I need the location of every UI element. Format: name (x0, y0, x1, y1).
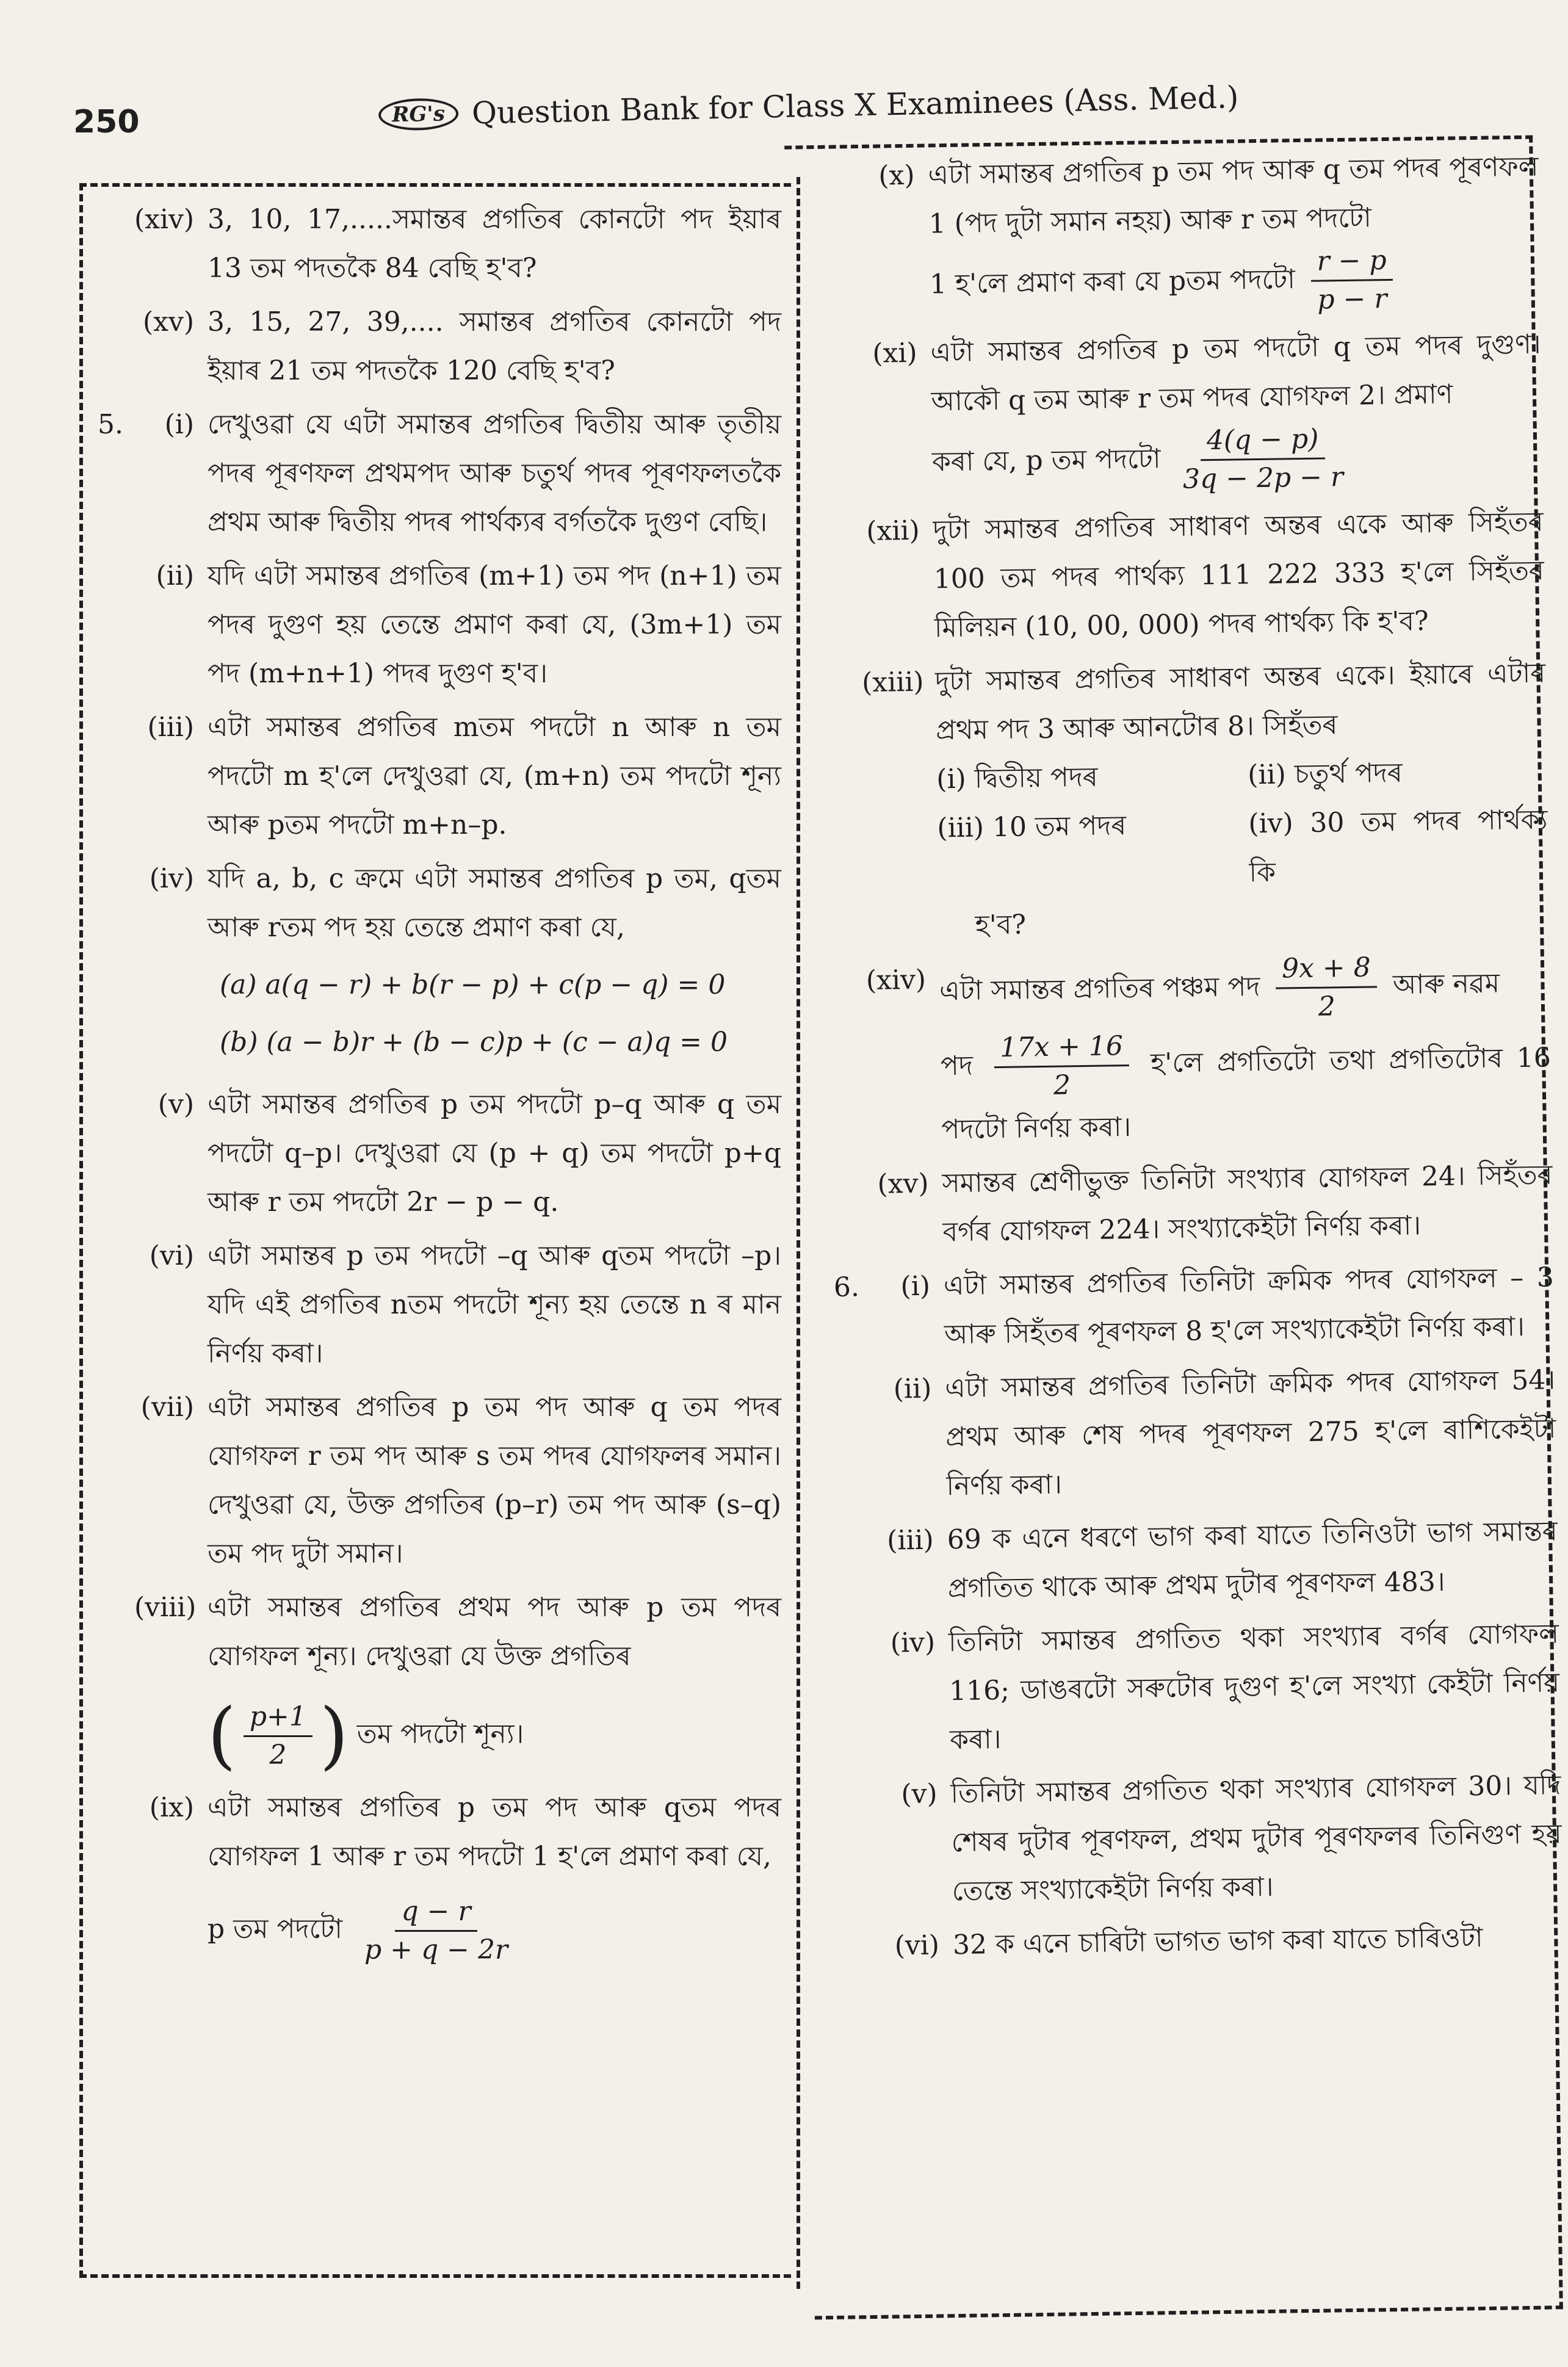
item-text: যদি a, b, c ক্ৰমে এটা সমান্তৰ প্ৰগতিৰ p তম, qতম আৰু rতম পদ হয় তেন্তে প্ৰমাণ কৰা যে, (208, 863, 781, 943)
question-number: 6. (833, 1271, 860, 1303)
question-item (823, 497, 1545, 654)
page-header (378, 79, 1239, 133)
question-item (825, 649, 1550, 952)
item-label: (ii) (156, 560, 194, 591)
fraction: $\frac{p+1}{2}$ (244, 1699, 313, 1774)
question-item (829, 947, 1552, 1155)
fraction: $\frac{17x + 16}{2}$ (994, 1028, 1130, 1105)
item-text: এটা সমান্তৰ প্ৰগতিৰ তিনিটা ক্ৰমিক পদৰ যোগফল 54। প্ৰথম আৰু শেষ পদৰ পূৰণফল 275 হ'লে ৰাশিকেইটা নিৰ্ণয় কৰা। (944, 1364, 1556, 1502)
right-column (818, 143, 1564, 1976)
option: (i) দ্বিতীয় পদৰ (936, 761, 1099, 795)
item-text: 69 ক এনে ধৰণে ভাগ কৰা যাতে তিনিওটা ভাগ সমান্তৰ প্ৰগতিত থাকে আৰু প্ৰথম দুটাৰ পূৰণফল 483। (947, 1516, 1558, 1605)
question-item (820, 320, 1543, 502)
item-text: দেখুওৱা যে এটা সমান্তৰ প্ৰগতিৰ দ্বিতীয় আৰু তৃতীয় পদৰ পূৰণফল প্ৰথমপদ আৰু চতুৰ্থ পদৰ পূৰণফলতকৈ প্ৰথম আৰু দ্বিতীয় পদৰ পাৰ্থক্যৰ বৰ্গতকৈ দুগুণ বেছি। (208, 409, 781, 538)
item-text-mid: আৰু নৱম (1392, 967, 1500, 1000)
item-text-lead: এটা সমান্তৰ প্ৰগতিৰ পঞ্চম পদ (939, 971, 1260, 1007)
option: (ii) চতুৰ্থ পদৰ (1247, 757, 1403, 791)
item-label: (ix) (149, 1792, 194, 1823)
item-text: এটা সমান্তৰ p তম পদটো –q আৰু qতম পদটো –p। যদি এই প্ৰগতিৰ nতম পদটো শূন্য হয় তেন্তে n ৰ মান নিৰ্ণয় কৰা। (208, 1240, 781, 1369)
item-text: যদি এটা সমান্তৰ প্ৰগতিৰ (m+1) তম পদ (n+1) তম পদৰ দুগুণ হয় তেন্তে প্ৰমাণ কৰা যে, (3m+1) তম পদ (m+n+1) পদৰ দুগুণ হ'ব। (208, 560, 781, 689)
formula-a: (a) a(q − r) + b(r − p) + c(p − q) = 0 (220, 969, 726, 1000)
question-item (98, 1583, 781, 1779)
item-text: এটা সমান্তৰ প্ৰগতিৰ তিনিটা ক্ৰমিক পদৰ যোগফল – 3 আৰু সিহঁতৰ পূৰণফল 8 হ'লে সংখ্যাকেইটা নিৰ্ণয় কৰা। (943, 1262, 1555, 1351)
fraction: $\frac{9x + 8}{2}$ (1276, 949, 1378, 1025)
item-label: (v) (157, 1089, 194, 1120)
item-label: (ii) (893, 1373, 932, 1405)
question-item (839, 1610, 1561, 1766)
question-item (98, 855, 781, 1075)
options-grid (936, 746, 1548, 902)
item-label: (iii) (147, 712, 194, 743)
item-text: এটা সমান্তৰ প্ৰগতিৰ p তম পদ আৰু qতম পদৰ যোগফল 1 আৰু r তম পদটো 1 হ'লে প্ৰমাণ কৰা যে, (208, 1792, 781, 1872)
item-label: (v) (901, 1778, 938, 1810)
left-column (98, 195, 781, 1973)
fraction: $\frac{4(q - p)}{3q - 2p - r}$ (1176, 421, 1350, 498)
question-number: 5. (98, 409, 123, 440)
column-divider (797, 177, 800, 2289)
item-label: (xv) (142, 306, 194, 338)
item-text: 3, 15, 27, 39,.... সমান্তৰ প্ৰগতিৰ কোনটো পদ ইয়াৰ 21 তম পদতকৈ 120 বেছি হ'ব? (208, 306, 781, 386)
item-label: (i) (900, 1270, 931, 1303)
item-text: তিনিটা সমান্তৰ প্ৰগতিত থকা সংখ্যাৰ যোগফল 30। যদি শেষৰ দুটাৰ পূৰণফল, প্ৰথম দুটাৰ পূৰণফলৰ তিনিগুণ হয় তেন্তে সংখ্যাকেইটা নিৰ্ণয় কৰা। (950, 1769, 1562, 1907)
question-item (832, 1151, 1553, 1258)
item-label: (vii) (140, 1392, 194, 1423)
option: (iv) 30 তম পদৰ পাৰ্থক্য কি (1248, 804, 1548, 889)
question-item (98, 703, 781, 850)
question-item (98, 1383, 781, 1578)
paren-left: ( (208, 1693, 236, 1778)
item-label: (xi) (872, 337, 917, 369)
question-item (833, 1253, 1555, 1361)
item-text-cont: 1 হ'লে প্ৰমাণ কৰা যে pতম পদটো (929, 264, 1296, 300)
item-label: (i) (164, 409, 194, 440)
item-label: (xii) (866, 515, 920, 547)
item-text-tail: তম পদটো শূন্য। (356, 1718, 524, 1750)
item-label: (xiv) (134, 204, 195, 235)
item-label: (xv) (877, 1168, 929, 1200)
item-text-lead: p তম পদটো (208, 1913, 342, 1945)
item-text: দুটা সমান্তৰ প্ৰগতিৰ সাধাৰণ অন্তৰ একে। ইয়াৰে এটাৰ প্ৰথম পদ 3 আৰু আনটোৰ 8। সিহঁতৰ (934, 657, 1546, 746)
fraction: $\frac{q - r}{p + q - 2r}$ (358, 1893, 514, 1968)
question-item (98, 298, 781, 396)
item-text: এটা সমান্তৰ প্ৰগতিৰ p তম পদ আৰু q তম পদৰ পূৰণফল 1 (পদ দুটা সমান নহয়) আৰু r তম পদটো (928, 151, 1539, 240)
question-item (98, 1232, 781, 1378)
item-text: এটা সমান্তৰ প্ৰগতিৰ mতম পদটো n আৰু n তম পদটো m হ'লে দেখুওৱা যে, (m+n) তম পদটো শূন্য আৰু pতম পদটো m+n–p. (208, 712, 781, 840)
item-label: (viii) (134, 1592, 197, 1623)
fraction: $\frac{r - p}{p - r}$ (1310, 242, 1393, 319)
question-item (98, 1080, 781, 1227)
paren-right: ) (319, 1693, 349, 1778)
item-label: (iii) (886, 1524, 934, 1556)
item-text-lead: কৰা যে, p তম পদটো (931, 443, 1161, 478)
question-item (98, 552, 781, 698)
question-item (98, 400, 781, 547)
question-item (842, 1912, 1563, 1971)
item-label: (vi) (149, 1240, 194, 1271)
item-text: তিনিটা সমান্তৰ প্ৰগতিত থকা সংখ্যাৰ বৰ্গৰ যোগফল 116; ডাঙৰটো সৰুটোৰ দুগুণ হ'লে সংখ্যা কেইটা নিৰ্ণয় কৰা। (948, 1618, 1560, 1756)
item-text: 32 ক এনে চাৰিটা ভাগত ভাগ কৰা যাতে চাৰিওটা (952, 1922, 1483, 1961)
item-text-tail: হ'ব? (975, 909, 1027, 941)
item-text: এটা সমান্তৰ প্ৰগতিৰ প্ৰথম পদ আৰু p তম পদৰ যোগফল শূন্য। দেখুওৱা যে উক্ত প্ৰগতিৰ (208, 1592, 781, 1672)
item-text: সমান্তৰ শ্ৰেণীভুক্ত তিনিটা সংখ্যাৰ যোগফল 24। সিহঁতৰ বৰ্গৰ যোগফল 224। সংখ্যাকেইটা নিৰ্ণয় কৰা। (942, 1159, 1553, 1248)
question-item (98, 195, 781, 293)
page-number: 250 (73, 104, 140, 140)
item-text: এটা সমান্তৰ প্ৰগতিৰ p তম পদ আৰু q তম পদৰ যোগফল r তম পদ আৰু s তম পদৰ যোগফলৰ সমান। দেখুওৱা যে, উক্ত প্ৰগতিৰ (p–r) তম পদ আৰু (s–q) তম পদ দুটা সমান। (208, 1392, 781, 1569)
item-text-lead2: পদ (940, 1050, 974, 1082)
formula-b: (b) (a − b)r + (b − c)p + (c − a)q = 0 (220, 1027, 728, 1058)
item-text: 3, 10, 17,.....সমান্তৰ প্ৰগতিৰ কোনটো পদ ইয়াৰ 13 তম পদতকৈ 84 বেছি হ'ব? (208, 204, 781, 284)
header-title: Question Bank for Class X Examinees (Ass. Med.) (471, 79, 1239, 131)
question-item (837, 1507, 1558, 1614)
question-item (818, 143, 1541, 325)
question-item (840, 1761, 1563, 1917)
item-text: এটা সমান্তৰ প্ৰগতিৰ p তম পদটো q তম পদৰ দুগুণ। আকৌ q তম আৰু r তম পদৰ যোগফল 2। প্ৰমাণ (930, 328, 1541, 417)
item-label: (vi) (894, 1929, 940, 1962)
item-label: (x) (878, 159, 915, 192)
item-label: (xiv) (865, 964, 927, 997)
item-text: এটা সমান্তৰ প্ৰগতিৰ p তম পদটো p–q আৰু q তম পদটো q–p। দেখুওৱা যে (p + q) তম পদটো p+q আৰু r তম পদটো 2r − p − q. (208, 1089, 781, 1218)
item-label: (xiii) (861, 666, 924, 699)
item-text: হ'লে প্ৰগতিটো তথা প্ৰগতিটোৰ 16 পদটো নিৰ্ণয় কৰা। (941, 1042, 1552, 1146)
item-label: (iv) (890, 1627, 936, 1659)
question-item (835, 1356, 1557, 1512)
item-label: (iv) (149, 863, 194, 894)
item-text: দুটা সমান্তৰ প্ৰগতিৰ সাধাৰণ অন্তৰ একে আৰু সিহঁতৰ 100 তম পদৰ পাৰ্থক্য 111 222 333 হ'লে সিহঁতৰ মিলিয়ন (10, 00, 000) পদৰ পাৰ্থক্য কি হ'ব? (933, 506, 1545, 644)
publisher-logo: RG's (378, 98, 459, 131)
question-item (98, 1783, 781, 1968)
option: (iii) 10 তম পদৰ (937, 810, 1127, 844)
